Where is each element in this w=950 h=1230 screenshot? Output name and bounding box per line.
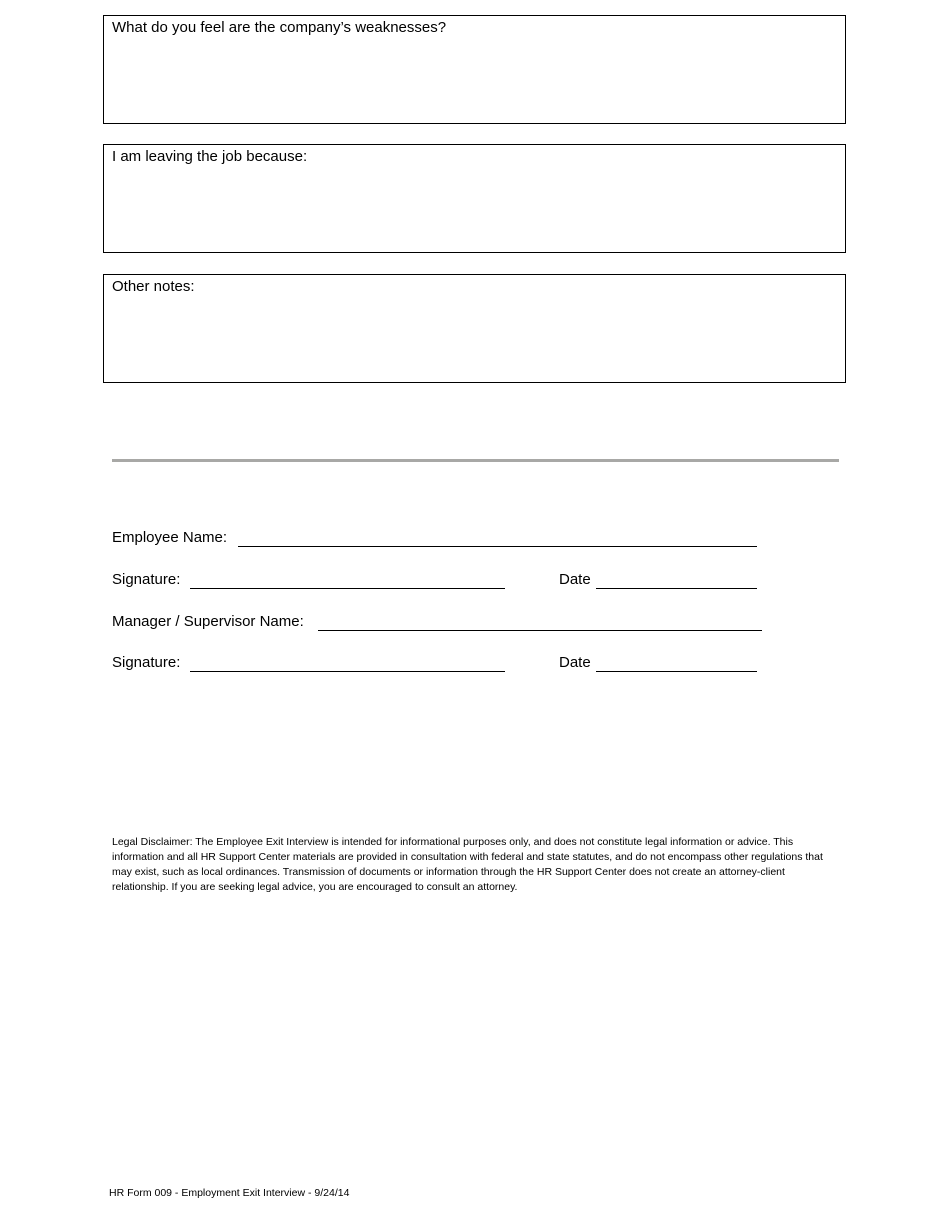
leaving-reason-answer-box[interactable] xyxy=(103,144,846,253)
other-notes-label: Other notes: xyxy=(112,278,195,295)
manager-date-field[interactable] xyxy=(596,671,757,672)
employee-name-field[interactable] xyxy=(238,546,757,547)
form-footer: HR Form 009 - Employment Exit Interview - 9/24/14 xyxy=(109,1187,350,1199)
manager-date-label: Date xyxy=(559,654,591,671)
employee-date-label: Date xyxy=(559,571,591,588)
employee-signature-label: Signature: xyxy=(112,571,181,588)
manager-signature-field[interactable] xyxy=(190,671,505,672)
manager-signature-label: Signature: xyxy=(112,654,181,671)
legal-disclaimer: Legal Disclaimer: The Employee Exit Interview is intended for informational purposes only, and does not constitute legal information or advice. This information and all HR Support Center materials are provided in consultation with federal and state statutes, and do not encompass other regulations that may exist, such as local ordinances. Transmission of documents or information through the HR Support Center does not create an attorney-client relationship. If you are seeking legal advice, you are encouraged to consult an attorney. xyxy=(112,836,823,893)
leaving-reason-question-label: I am leaving the job because: xyxy=(112,148,308,165)
section-divider xyxy=(112,459,839,462)
employee-name-label: Employee Name: xyxy=(112,529,228,546)
other-notes-answer-box[interactable] xyxy=(103,274,846,383)
weaknesses-answer-box[interactable] xyxy=(103,15,846,124)
manager-name-label: Manager / Supervisor Name: xyxy=(112,613,304,630)
employee-date-field[interactable] xyxy=(596,588,757,589)
weaknesses-question-label: What do you feel are the company’s weaknesses? xyxy=(112,19,447,36)
manager-name-field[interactable] xyxy=(318,630,762,631)
employee-signature-field[interactable] xyxy=(190,588,505,589)
